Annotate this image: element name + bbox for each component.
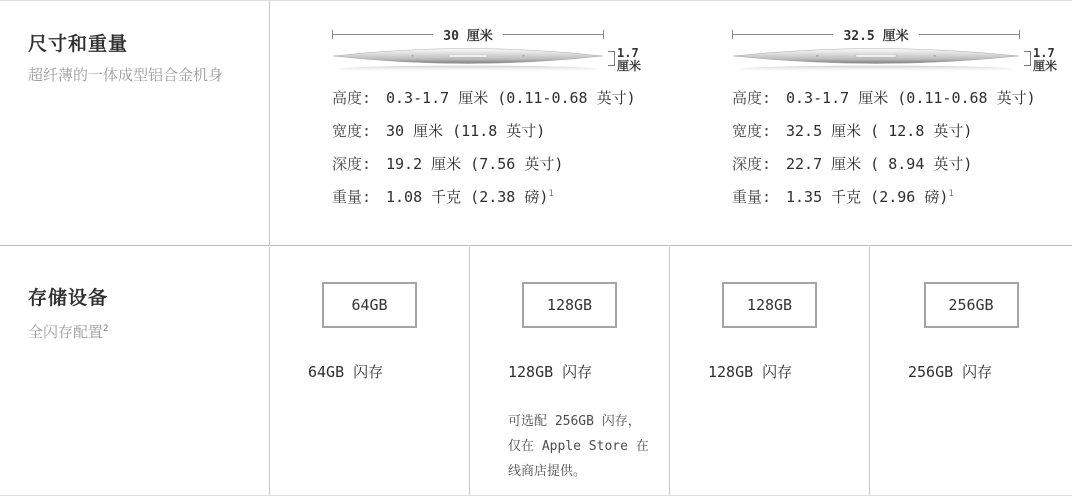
storage-size-label: 128GB [746, 296, 793, 314]
section-subtitle: 全闪存配置$^2$ [28, 323, 109, 341]
laptop-side-profile-image [332, 44, 604, 74]
specs-list [732, 87, 1036, 219]
storage-size-label: 256GB [948, 296, 994, 314]
ruler-line [919, 34, 1019, 35]
storage-section [0, 247, 1072, 496]
storage-note-line: 仅在 Apple Store 在 [508, 439, 649, 454]
storage-label-column [0, 247, 270, 496]
storage-size-label: 128GB [546, 296, 593, 314]
storage-option-label: 128GB 闪存 [508, 363, 593, 381]
footnote-sup: 2 [103, 324, 109, 334]
ruler-tick-right [1019, 30, 1020, 39]
spec-value: 19.2 厘米 (7.56 英寸) [386, 155, 564, 173]
storage-size-box [924, 282, 1019, 328]
spec-value: 0.3-1.7 厘米 (0.11-0.68 英寸) [386, 89, 636, 107]
spec-label: 高度: [732, 89, 772, 107]
storage-note-line: 线商店提供。 [508, 464, 587, 479]
laptop-side-profile-image [732, 44, 1020, 74]
specs-list [332, 87, 636, 219]
spec-label: 深度: [732, 155, 772, 173]
spec-value: 30 厘米 (11.8 英寸) [386, 122, 546, 140]
storage-option-label: 64GB 闪存 [308, 363, 384, 381]
spec-label: 深度: [332, 155, 372, 173]
storage-option-column-3 [670, 247, 870, 496]
spec-row-width [732, 120, 1020, 153]
storage-option-label: 128GB 闪存 [708, 363, 793, 381]
height-dimension-label: 1.7 厘米 [1033, 46, 1058, 73]
spec-value: 32.5 厘米 ( 12.8 英寸) [786, 122, 973, 140]
spec-row-height [732, 87, 1036, 120]
width-dimension-label: 32.5 厘米 [843, 28, 909, 44]
dimensions-section [0, 1, 1072, 246]
spec-row-depth [732, 153, 1020, 186]
storage-option-note [508, 409, 649, 484]
width-dimension-label: 30 厘米 [443, 28, 493, 44]
storage-size-label: 64GB [351, 296, 388, 314]
height-dimension-label: 1.7 厘米 [617, 46, 642, 73]
width-ruler [732, 27, 1020, 44]
height-bracket [1024, 51, 1031, 66]
spec-row-weight [732, 186, 1020, 219]
spec-label: 宽度: [332, 122, 372, 140]
storage-size-box [722, 282, 817, 328]
width-ruler [332, 27, 604, 44]
section-title: 存储设备 [28, 288, 109, 309]
storage-option-column-2 [470, 247, 670, 496]
spec-label: 高度: [332, 89, 372, 107]
spec-value: 1.35 千克 (2.96 磅) [786, 188, 949, 206]
laptop-model-13inch [732, 27, 1058, 219]
dimensions-label-column [0, 1, 270, 245]
ruler-line [333, 34, 433, 35]
laptop-model-11inch [332, 27, 642, 219]
section-subtitle: 超纤薄的一体成型铝合金机身 [28, 66, 224, 84]
laptop-image-area [332, 44, 642, 74]
storage-option-column-1 [270, 247, 470, 496]
storage-size-box [322, 282, 417, 328]
spec-row-weight [332, 186, 604, 219]
spec-row-depth [332, 153, 604, 186]
spec-row-height [332, 87, 636, 120]
ruler-line [733, 34, 833, 35]
spec-row-width [332, 120, 604, 153]
spec-label: 重量: [332, 188, 372, 206]
spec-label: 宽度: [732, 122, 772, 140]
storage-option-label: 256GB 闪存 [908, 363, 993, 381]
spec-value: 22.7 厘米 ( 8.94 英寸) [786, 155, 973, 173]
ruler-tick-right [603, 30, 604, 39]
storage-note-line: 可选配 256GB 闪存， [508, 414, 641, 429]
spec-value: 0.3-1.7 厘米 (0.11-0.68 英寸) [786, 89, 1036, 107]
laptop-image-area [732, 44, 1058, 74]
storage-size-box [522, 282, 617, 328]
section-title: 尺寸和重量 [28, 34, 129, 55]
spec-label: 重量: [732, 188, 772, 206]
height-bracket [608, 51, 615, 66]
storage-option-column-4 [870, 247, 1072, 496]
ruler-line [503, 34, 603, 35]
spec-value: 1.08 千克 (2.38 磅) [386, 188, 549, 206]
footnote-sup: 1 [548, 189, 554, 199]
footnote-sup: 1 [948, 189, 954, 199]
